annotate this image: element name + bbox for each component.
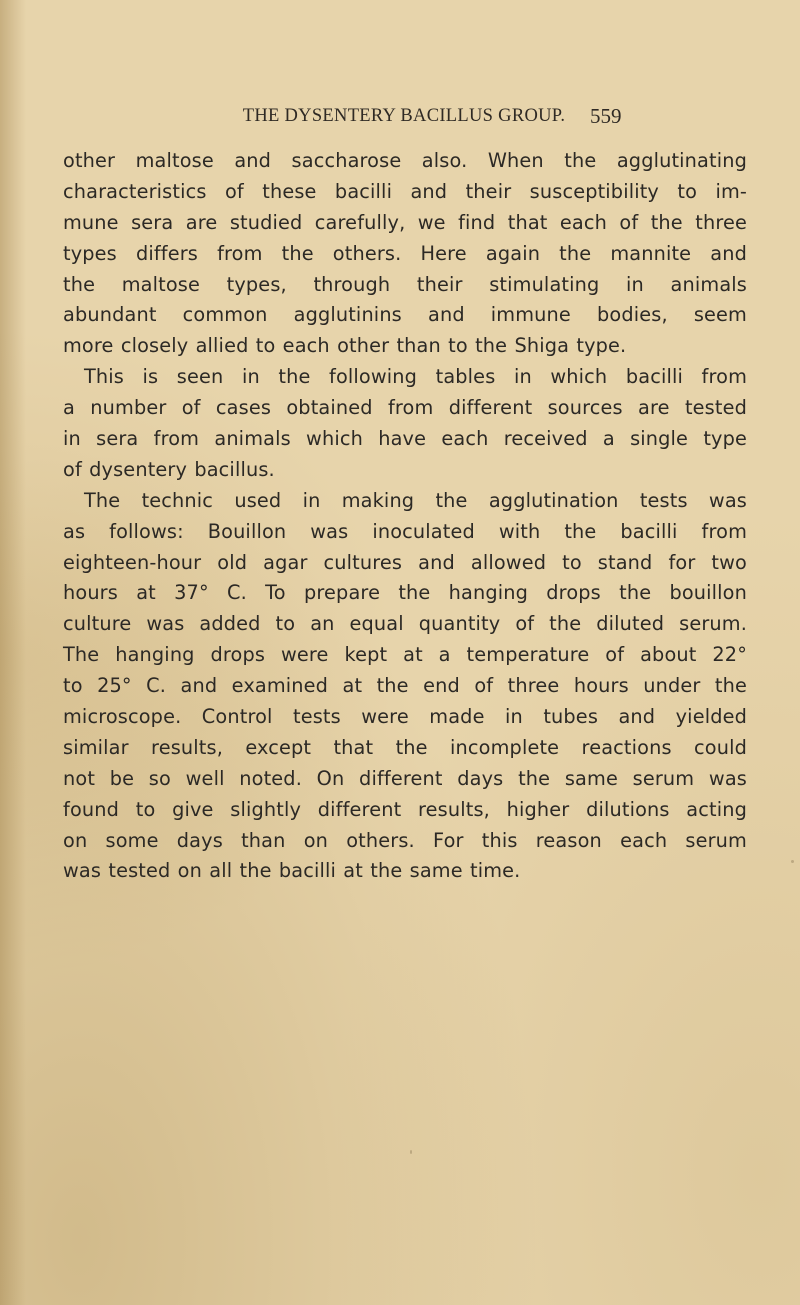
page-number: 559 — [590, 104, 622, 128]
text-line: other maltose and saccharose also. When the agglutinating — [63, 149, 747, 172]
text-line: on some days than on others. For this reason each serum — [63, 828, 747, 852]
text-line: found to give slightly different results, higher dilutions acting — [63, 797, 747, 821]
text-line: mune sera are studied carefully, we find that each of the three — [63, 210, 747, 234]
text-line: in sera from animals which have each received a single type — [63, 427, 747, 451]
text-line: was tested on all the bacilli at the same time. — [63, 859, 521, 883]
paper-speck — [150, 780, 152, 782]
text-line: of dysentery bacillus. — [63, 457, 275, 481]
text-line: not be so well noted. On different days the same serum was — [63, 766, 747, 790]
text-line: culture was added to an equal quantity of the diluted serum. — [63, 612, 747, 636]
text-line: similar results, except that the incomplete reactions could — [63, 735, 747, 759]
text-line: microscope. Control tests were made in tubes and yielded — [63, 705, 747, 729]
text-line: The hanging drops were kept at a temperature of about 22° — [63, 643, 747, 667]
text-line: a number of cases obtained from different sources are tested — [63, 396, 747, 420]
paper-speck — [410, 1150, 412, 1154]
text-line: eighteen-hour old agar cultures and allowed to stand for two — [63, 550, 747, 574]
text-line: as follows: Bouillon was inoculated with the bacilli from — [63, 519, 747, 543]
page-edge-shading — [0, 0, 26, 1305]
text-line: The technic used in making the agglutination tests was — [84, 488, 747, 512]
page-header — [0, 106, 800, 136]
text-line: more closely allied to each other than to the Shiga type. — [63, 334, 627, 358]
paper-speck — [791, 860, 794, 863]
text-line: This is seen in the following tables in which bacilli from — [84, 365, 747, 389]
text-line: the maltose types, through their stimulating in animals — [63, 272, 747, 296]
text-line: types differs from the others. Here again the mannite and — [63, 241, 747, 265]
text-line: abundant common agglutinins and immune bodies, seem — [63, 303, 747, 327]
running-head: THE DYSENTERY BACILLUS GROUP. — [242, 106, 566, 126]
body-text — [63, 146, 747, 887]
text-line: to 25° C. and examined at the end of three hours under the — [63, 674, 747, 698]
text-line: hours at 37° C. To prepare the hanging drops the bouillon — [63, 581, 747, 605]
text-line: characteristics of these bacilli and their susceptibility to im- — [63, 179, 747, 203]
